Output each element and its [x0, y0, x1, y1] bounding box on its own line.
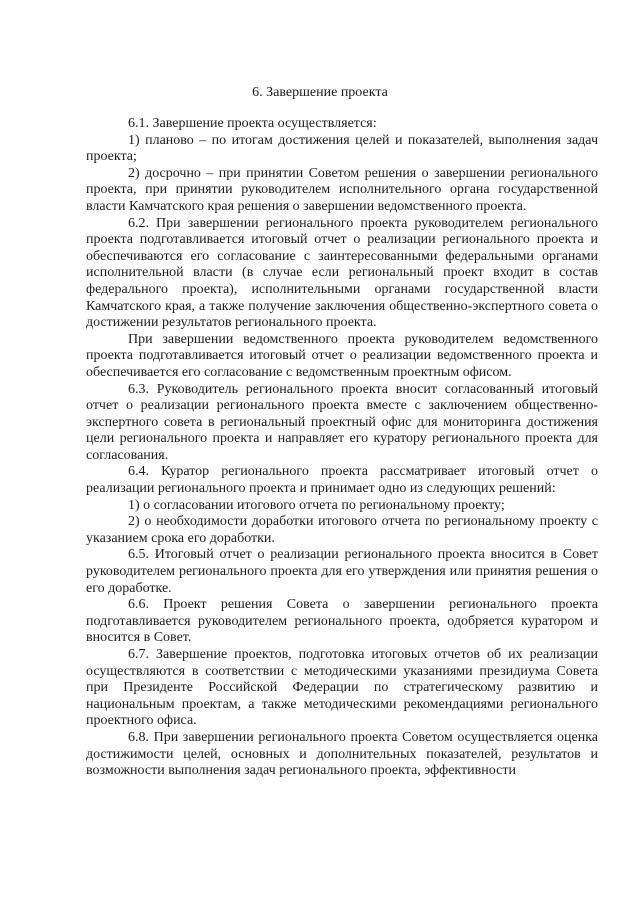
paragraph-6-1: 6.1. Завершение проекта осуществляется: [128, 116, 377, 131]
paragraph-6-1-item-2: 2) досрочно – при принятии Советом решения о завершении регионального проекта, при принятии руководителем исполнительного органа государственной власти Камчатского края решения о завершении ведомственного проекта. [86, 165, 598, 214]
paragraph-6-3: 6.3. Руководитель регионального проекта вносит согласованный итоговый отчет о реализации регионального проекта вместе с заключением общественно-экспертного совета в региональный проектный офис для мониторинга достижения цели регионального проекта и направляет его куратору регионального проекта для согласования. [86, 381, 598, 463]
paragraph-6-4-item-2: 2) о необходимости доработки итогового отчета по региональному проекту с указанием срока его доработки. [86, 514, 598, 546]
paragraph-6-2-departmental: При завершении ведомственного проекта руководителем ведомственного проекта подготавливается итоговый отчет о реализации ведомственного проекта и обеспечивается его согласование с ведомственным проектным офисом. [86, 331, 598, 380]
paragraph-6-7: 6.7. Завершение проектов, подготовка итоговых отчетов об их реализации осуществляются в соответствии с методическими указаниями президиума Совета при Президенте Российской Федерации по стратегическому развитию и национальным проектам, а также методическими рекомендациями регионального проектного офиса. [86, 647, 598, 729]
paragraph-6-4: 6.4. Куратор регионального проекта рассматривает итоговый отчет о реализации регионального проекта и принимает одно из следующих решений: [86, 464, 598, 497]
paragraph-6-8: 6.8. При завершении регионального проекта Советом осуществляется оценка достижимости целей, основных и дополнительных показателей, результатов и возможности выполнения задач регионального проекта, эффективности [86, 729, 598, 779]
section-title: 6. Завершение проекта [252, 85, 388, 100]
paragraph-6-6: 6.6. Проект решения Совета о завершении регионального проекта подготавливается руководителем регионального проекта, одобряется куратором и вносится в Совет. [86, 597, 598, 646]
paragraph-6-1-item-1: 1) планово – по итогам достижения целей и показателей, выполнения задач проекта; [86, 132, 598, 165]
document-body [86, 116, 598, 780]
paragraph-6-5: 6.5. Итоговый отчет о реализации регионального проекта вносится в Совет руководителем регионального проекта для его утверждения или принятия решения о его доработке. [86, 547, 598, 596]
paragraph-6-4-item-1: 1) о согласовании итогового отчета по региональному проекту; [128, 497, 505, 513]
paragraph-6-2: 6.2. При завершении регионального проекта руководителем регионального проекта подготавливается итоговый отчет о реализации регионального проекта и обеспечиваются его согласование с заинтересованными федеральными органами исполнительной власти (в случае если региональный проект входит в состав федерального проекта), исполнительными органами государственной власти Камчатского края, а также получение заключения общественно-экспертного совета о достижении результатов регионального проекта. [86, 215, 598, 331]
